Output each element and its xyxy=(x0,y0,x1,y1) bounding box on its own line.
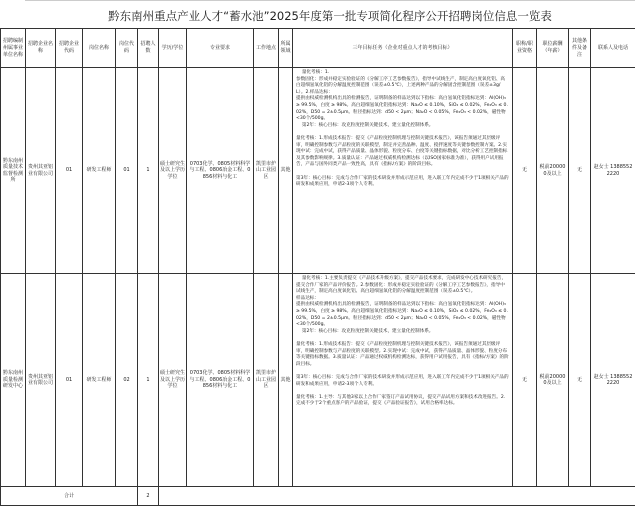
column-header: 招聘人数 xyxy=(138,29,159,68)
cell-position: 研发工程师 xyxy=(83,274,116,487)
total-row xyxy=(1,487,635,506)
cell-position: 研发工程师 xyxy=(83,68,116,274)
column-header: 所属领域 xyxy=(279,29,293,68)
column-header: 招聘企业代码 xyxy=(56,29,83,68)
cell-position-code: 02 xyxy=(116,274,138,487)
recruitment-table xyxy=(0,28,635,506)
cell-company: 贵州其亚铝业有限公司 xyxy=(26,274,56,487)
cell-tasks: 量化考核：1. 参数固化：形成并稳定实验验证的《分解工序工艺参数报告》，指导中试线生产，制定高白度氧化铝、高白超细氢氧化铝的分解温度控制范围（误差±0.5℃），上述两种产品的分解固含控制范围（误差±3g/L）。2.样品达标： 提供由权威检测机构出具的检测报告，证明制备的样品达到以下指标：高白氢氧化铝指标达到：Al(OH)₃ ≥ 99.5%，白度 ≥ 98%。高白超细氢氧化铝指标达到：Na₂O ≤ 0.10%，SiO₂ ≤ 0.02%，Fe₂O₃ ≤ 0.02%，D50 = 2±0.5μm。粒径指标达到：d50 < 2μm；Na₂O < 0.05%，Fe₂O₃ < 0.02%，磁性物<30个/500g。 第2年：核心目标：攻克粒度控制关键技术，建立量化控制体系。 量化考核：1.形成技术报告：提交《产品粒度控制机理与控制关键技术报告》，该报告须通过其层级评审，明确控制参数与产品粒度的关联模型，制定并完善晶种、温度、搅拌速度等关键参数控制方案。2.实现中试：完成中试，获得产品质量、晶体形貌、粒度分布、白度等关键指标数据，对比分析工艺控制指标及其参数影响规律。3.质量认证：产品通过权威机构检测达标（以ISO国家标准为准），获得用户试用报告，产品与国外同类产品一致性高，具有《指标/方案》的阶段目标。 第3年：核心目标：完成与合作厂家的技术研发并形成示范应用，进入联工年内完成不少于1项相关产品的研发和成果应用，申请2-3项个人专利。 xyxy=(293,68,513,274)
cell-company-code: 01 xyxy=(56,68,83,274)
cell-contact: 赵女士 13885522220 xyxy=(591,68,635,274)
table-row xyxy=(1,274,635,487)
cell-major: 0703化学、0805材料科学与工程、0806冶金工程、0856材料与化工 xyxy=(187,68,254,274)
cell-degree: 硕士研究生及以上学历学位 xyxy=(159,274,187,487)
header-row xyxy=(1,29,635,68)
column-header: 联系人及电话 xyxy=(591,29,635,68)
cell-count: 1 xyxy=(138,274,159,487)
total-label: 合计 xyxy=(1,487,138,506)
table-row xyxy=(1,68,635,274)
cell-location: 凯里市炉山工业园区 xyxy=(254,68,279,274)
page-title: 黔东南州重点产业人才“蓄水池”2025年度第一批专项简化程序公开招聘岗位信息一览表 xyxy=(25,0,635,29)
cell-unit: 黔东南州质量检测研发中心 xyxy=(1,274,26,487)
cell-title-req: 无 xyxy=(513,68,537,274)
column-header: 其他条件及备注 xyxy=(569,29,591,68)
cell-tasks: 量化考核：1.主要负责提交《产品技术升级方案》，提交产品技术要求，完成研发中心技术研究报告，提交合作厂家的产品评价报告。2.参数固化：形成并稳定实验验证的《分解工序工艺参数报告》，指导中试线生产，制定高白度氧化铝、高白超细氢氧化铝的分解温度控制范围（误差±0.5℃）。 样品达标： 提供由权威检测机构出具的检测报告，证明制备的样品达到以下指标：高白氢氧化铝指标达到：Al(OH)₃ ≥ 99.5%，白度 ≥ 98%。高白超细氢氧化铝指标达到：Na₂O ≤ 0.10%，SiO₂ ≤ 0.02%，Fe₂O₃ ≤ 0.02%，D50 = 2±0.5μm。粒径指标达到：d50 < 2μm；Na₂O < 0.05%，Fe₂O₃ < 0.02%，磁性物<30个/500g。 第2年：核心目标：攻克粒度控制关键技术，建立量化控制体系。 量化考核：1.形成技术报告：提交《产品粒度控制机理与控制关键技术报告》，该报告须通过其层级评审，明确控制参数与产品粒度的关联模型。2.实现中试：完成中试，获得产品质量、晶体形貌、粒度分布等关键指标数据。3.质量认证：产品通过权威机构检测达标，获得用户试用报告，具有《指标/方案》的阶段目标。 第3年：核心目标：完成与合作厂家的技术研发并形成示范应用，进入联工年内完成不少于1项相关产品的研发和成果应用，申请2-3项个人专利。 量化考核：1.主导：与其他3家以上合作厂家签订产品试用协议，提交产品试用方案和技术改进报告。2.完成不少于2个重点客户的产品验证，提交《产品验证报告》，试用合格率达标。 xyxy=(293,274,513,487)
cell-field: 其他 xyxy=(279,274,293,487)
cell-count: 1 xyxy=(138,68,159,274)
column-header: 职称/职业资格 xyxy=(513,29,537,68)
cell-company-code: 01 xyxy=(56,274,83,487)
column-header: 专业要求 xyxy=(187,29,254,68)
column-header: 岗位代码 xyxy=(116,29,138,68)
total-blank xyxy=(159,487,635,506)
cell-degree: 硕士研究生及以上学历学位 xyxy=(159,68,187,274)
cell-salary: 税前200000及以上 xyxy=(537,68,569,274)
cell-location: 凯里市炉山工业园区 xyxy=(254,274,279,487)
column-header: 职位薪酬（年薪） xyxy=(537,29,569,68)
column-header: 招聘编制州属事业单位名称 xyxy=(1,29,26,68)
total-count: 2 xyxy=(138,487,159,506)
column-header: 招聘企业名称 xyxy=(26,29,56,68)
cell-position-code: 01 xyxy=(116,68,138,274)
column-header: 岗位名称 xyxy=(83,29,116,68)
cell-salary: 税前200000及以上 xyxy=(537,274,569,487)
cell-contact: 赵女士 13885522220 xyxy=(591,274,635,487)
cell-other: 无 xyxy=(569,274,591,487)
cell-field: 其他 xyxy=(279,68,293,274)
column-header: 学历/学位 xyxy=(159,29,187,68)
cell-company: 贵州其亚铝业有限公司 xyxy=(26,68,56,274)
column-header: 工作地点 xyxy=(254,29,279,68)
cell-other: 无 xyxy=(569,68,591,274)
cell-major: 0703化学、0805材料科学与工程、0806冶金工程、0856材料与化工 xyxy=(187,274,254,487)
column-header: 三年目标任务（企业对重点人才的考核目标） xyxy=(293,29,513,68)
cell-title-req: 无 xyxy=(513,274,537,487)
cell-unit: 黔东南州质量技术监督检测所 xyxy=(1,68,26,274)
